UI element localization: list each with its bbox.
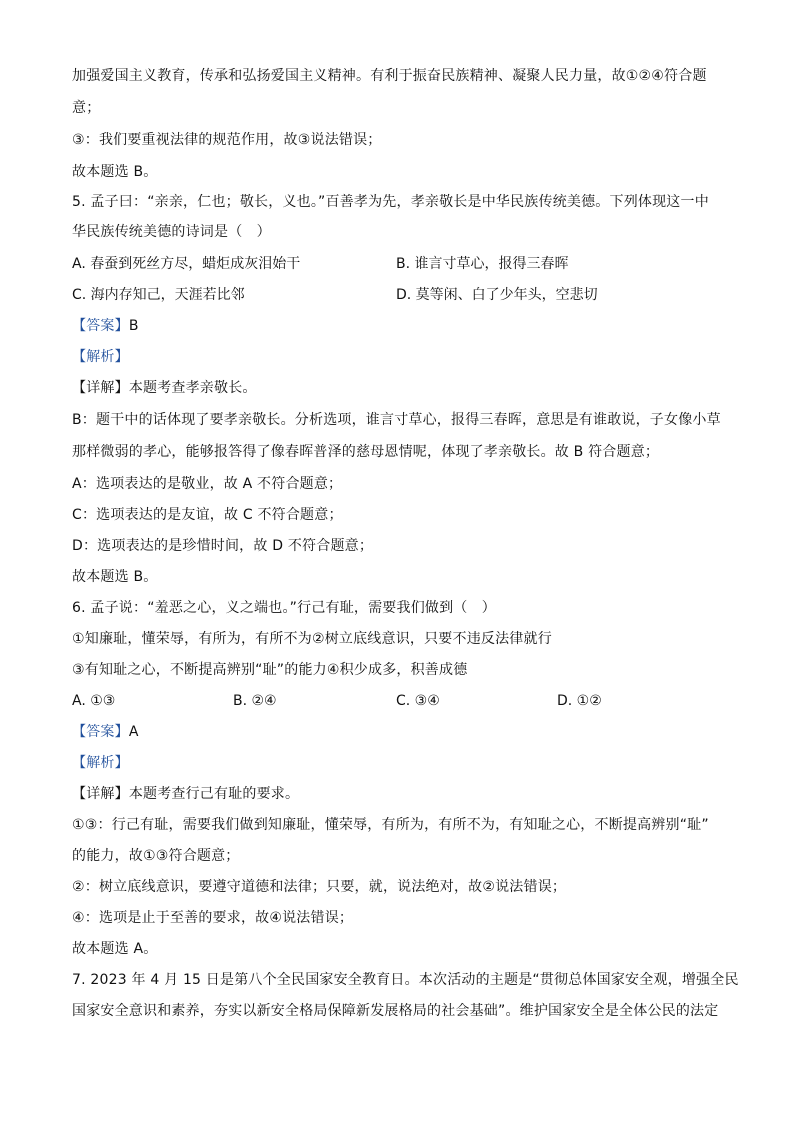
- text-line: 的能力，故①③符合题意；: [72, 848, 240, 864]
- detail-text: 本题考查行己有耻的要求。: [128, 786, 300, 802]
- text-line: 故本题选 B。: [72, 569, 158, 585]
- text-line: ④：选项是止于至善的要求，故④说法错误；: [72, 910, 354, 926]
- q6-detail: [72, 784, 734, 804]
- text-line: ②：树立底线意识，要遵守道德和法律；只要，就，说法绝对，故②说法错误；: [72, 879, 567, 895]
- detail-text: 本题考查孝亲敬长。: [128, 380, 257, 396]
- question-6-item: ③有知耻之心，不断提高辨别“耻”的能力④积少成多，积善成德: [72, 662, 468, 678]
- text-line: ③：我们要重视法律的规范作用，故③说法错误；: [72, 132, 382, 148]
- answer-tag: 【答案】: [72, 318, 129, 334]
- text-line: B：题干中的话体现了要孝亲敬长。分析选项，谁言寸草心，报得三春晖，意思是有谁敢说，子女像小草: [72, 412, 721, 428]
- question-6-item: ①知廉耻，懂荣辱，有所为，有所不为②树立底线意识，只要不违反法律就行: [72, 631, 552, 647]
- question-5-stem: 5. 孟子曰：“亲亲，仁也；敬长，义也。”百善孝为先，孝亲敬长是中华民族传统美德。下列体现这一中: [72, 194, 709, 210]
- text-line: D：选项表达的是珍惜时间，故 D 不符合题意；: [72, 538, 374, 554]
- q6-option-d: D. ①②: [557, 693, 602, 709]
- text-line: 那样微弱的孝心，能够报答得了像春晖普泽的慈母恩情呢，体现了孝亲敬长。故 B 符合题意；: [72, 444, 660, 460]
- answer-tag: 【答案】: [72, 724, 129, 740]
- q5-answer: [72, 316, 734, 336]
- analysis-tag: 【解析】: [72, 349, 129, 365]
- text-line: A：选项表达的是敬业，故 A 不符合题意；: [72, 476, 343, 492]
- q6-option-b: B. ②④: [233, 693, 277, 709]
- q6-option-c: C. ③④: [396, 693, 440, 709]
- q6-answer: [72, 722, 734, 742]
- text-line: ①③：行己有耻，需要我们做到知廉耻，懂荣辱，有所为，有所不为，有知耻之心，不断提高辨别“耻”: [72, 817, 709, 833]
- q6-option-a: A. ①③: [72, 693, 116, 709]
- detail-tag: 【详解】: [72, 786, 129, 802]
- text-line: C：选项表达的是友谊，故 C 不符合题意；: [72, 507, 343, 523]
- answer-value: B: [128, 318, 139, 334]
- detail-tag: 【详解】: [72, 380, 129, 396]
- question-6-stem: 6. 孟子说：“羞恶之心，义之端也。”行己有耻，需要我们做到（ ）: [72, 600, 496, 616]
- q6-analysis: [72, 753, 734, 773]
- q5-option-a: A. 春蚕到死丝方尽，蜡炬成灰泪始干: [72, 256, 301, 272]
- text-line: 加强爱国主义教育，传承和弘扬爱国主义精神。有利于振奋民族精神、凝聚人民力量，故①②④符合题: [72, 68, 707, 84]
- q5-option-d: D. 莫等闲、白了少年头，空悲切: [396, 287, 598, 303]
- answer-value: A: [128, 724, 139, 740]
- q5-option-c: C. 海内存知己，天涯若比邻: [72, 287, 245, 303]
- q5-detail: [72, 378, 734, 398]
- question-7-stem: 7. 2023 年 4 月 15 日是第八个全民国家安全教育日。本次活动的主题是“贯彻总体国家安全观，增强全民: [72, 972, 739, 988]
- text-line: 故本题选 A。: [72, 941, 158, 957]
- text-line: 意；: [72, 100, 101, 116]
- question-7-stem: 国家安全意识和素养，夯实以新安全格局保障新发展格局的社会基础”。维护国家安全是全体公民的法定: [72, 1003, 719, 1019]
- q5-analysis: [72, 347, 734, 367]
- question-5-stem: 华民族传统美德的诗词是（ ）: [72, 224, 271, 240]
- text-line: 故本题选 B。: [72, 164, 158, 180]
- analysis-tag: 【解析】: [72, 755, 129, 771]
- q5-option-b: B. 谁言寸草心，报得三春晖: [396, 256, 569, 272]
